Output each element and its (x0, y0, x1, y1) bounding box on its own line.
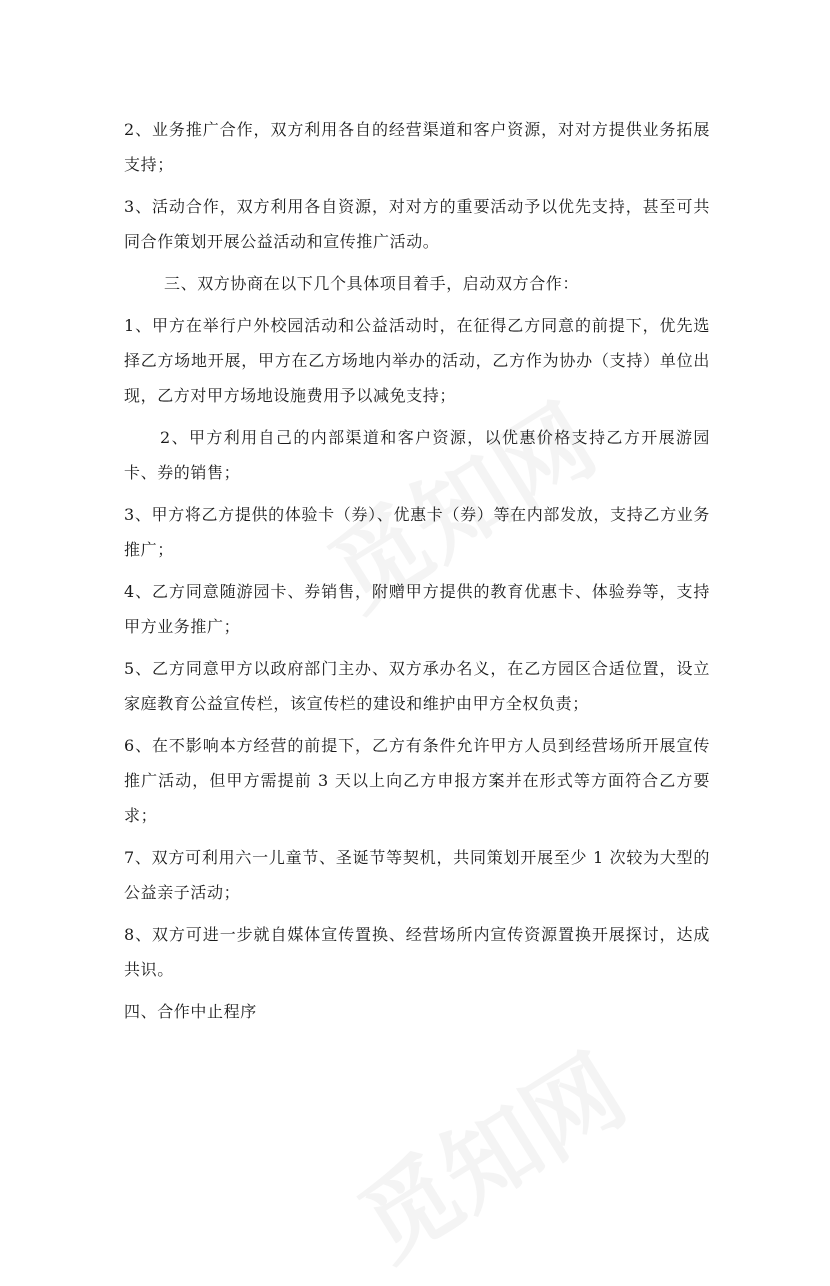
section-heading-3: 三、双方协商在以下几个具体项目着手，启动双方合作： (164, 274, 580, 293)
project-item-4: 4、乙方同意随游园卡、券销售，附赠甲方提供的教育优惠卡、体验券等，支持甲方业务推广； (124, 582, 710, 636)
project-item-6: 6、在不影响本方经营的前提下，乙方有条件允许甲方人员到经营场所开展宣传推广活动，但甲方需提前 3 天以上向乙方申报方案并在形式等方面符合乙方要求； (124, 736, 710, 825)
project-item-7: 7、双方可利用六一儿童节、圣诞节等契机，共同策划开展至少 1 次较为大型的公益亲子活动； (124, 848, 710, 902)
project-item-1: 1、甲方在举行户外校园活动和公益活动时，在征得乙方同意的前提下，优先选择乙方场地开展，甲方在乙方场地内举办的活动，乙方作为协办（支持）单位出现，乙方对甲方场地设施费用予以减免支持； (124, 316, 710, 405)
paragraph-item-3: 3、活动合作，双方利用各自资源，对对方的重要活动予以优先支持，甚至可共同合作策划开展公益活动和宣传推广活动。 (124, 197, 710, 251)
document-body (124, 112, 710, 1029)
project-item-5: 5、乙方同意甲方以政府部门主办、双方承办名义，在乙方园区合适位置，设立家庭教育公益宣传栏，该宣传栏的建设和维护由甲方全权负责； (124, 659, 710, 713)
watermark (330, 1017, 647, 1286)
paragraph-item-2: 2、业务推广合作，双方利用各自的经营渠道和客户资源，对对方提供业务拓展支持； (124, 120, 710, 174)
section-heading-4: 四、合作中止程序 (124, 1002, 257, 1021)
project-item-8: 8、双方可进一步就自媒体宣传置换、经营场所内宣传资源置换开展探讨，达成共识。 (124, 925, 710, 979)
project-item-2: 2、甲方利用自己的内部渠道和客户资源，以优惠价格支持乙方开展游园卡、券的销售； (124, 428, 710, 482)
project-item-3: 3、甲方将乙方提供的体验卡（券）、优惠卡（券）等在内部发放，支持乙方业务推广； (124, 505, 710, 559)
